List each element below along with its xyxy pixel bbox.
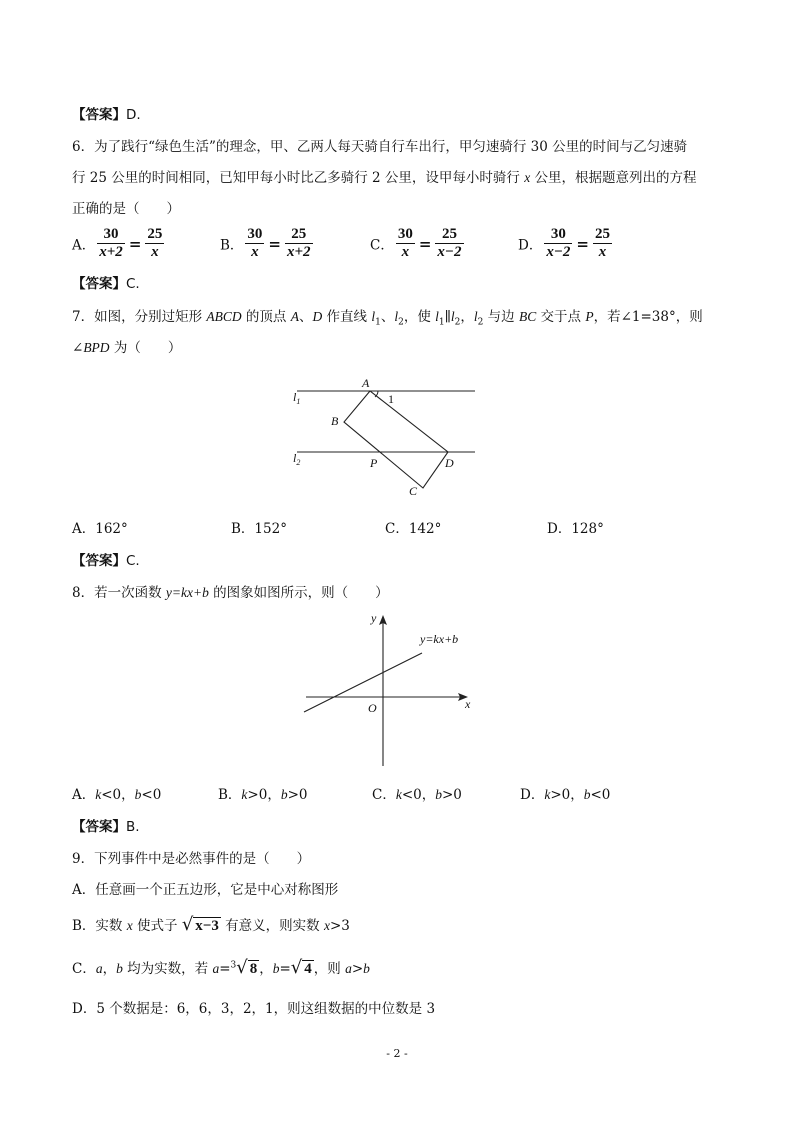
label-c: C xyxy=(409,484,418,498)
label-l1: $l_1$ xyxy=(293,390,301,406)
label-p: P xyxy=(370,456,378,470)
radicand: x−3 xyxy=(195,918,219,934)
text: = xyxy=(219,961,231,977)
radical-sign: √ xyxy=(290,957,303,978)
text: <0 xyxy=(590,787,611,803)
option-label: A． xyxy=(72,237,96,254)
cube-root-index: 3 xyxy=(230,960,237,971)
option-label: D． xyxy=(518,237,543,254)
q8-stem xyxy=(72,581,389,601)
q6-answer xyxy=(72,272,140,292)
option-label: B． xyxy=(220,237,244,254)
q7-option-a[interactable]: A．162° xyxy=(72,521,128,537)
numerator: 30 xyxy=(97,226,125,244)
q5-answer xyxy=(72,103,141,123)
numerator: 25 xyxy=(285,226,313,244)
radicand: 4 xyxy=(304,961,312,977)
var-b: b xyxy=(435,787,442,802)
sub: 2 xyxy=(398,317,404,328)
var: l xyxy=(435,309,439,324)
var: a xyxy=(345,961,352,976)
denominator: x xyxy=(598,244,607,260)
equals-sign: = xyxy=(576,234,589,253)
var: l xyxy=(450,309,455,324)
text: ，则 xyxy=(313,961,346,977)
text: 的图象如图所示，则（ ） xyxy=(208,585,389,601)
text: 使式子 xyxy=(132,918,182,934)
numerator: 25 xyxy=(435,226,463,244)
q7-figure xyxy=(285,370,485,500)
answer-value: B. xyxy=(126,819,140,835)
q6-option-a[interactable] xyxy=(72,226,166,261)
equals-sign: = xyxy=(128,234,142,253)
var-k: k xyxy=(95,787,102,802)
angle-1-arc xyxy=(375,391,378,397)
page-number: - 2 - xyxy=(386,1047,408,1060)
q6-option-d[interactable] xyxy=(518,226,614,261)
text: ，使 xyxy=(403,309,436,325)
text: 均为实数，若 xyxy=(122,961,213,977)
text: 行 25 公里的时间相同，已知甲每小时比乙多骑行 2 公里，设甲每小时骑行 xyxy=(72,170,525,186)
text: C． xyxy=(72,961,96,977)
q7-option-b[interactable]: B．152° xyxy=(231,521,287,537)
answer-label: 【答案】 xyxy=(72,276,126,292)
q8-option-b[interactable] xyxy=(218,783,307,803)
q6-stem-line3: 正确的是（ ） xyxy=(72,201,180,217)
denominator: x xyxy=(251,244,259,260)
text: 交于点 xyxy=(536,309,586,325)
text: > xyxy=(351,961,364,977)
var: x xyxy=(323,918,330,933)
sub: 2 xyxy=(477,317,484,328)
var: b xyxy=(116,961,123,976)
var: l xyxy=(473,309,478,324)
label-d: D xyxy=(445,456,454,470)
label-one: 1 xyxy=(388,392,394,406)
right-fraction xyxy=(145,226,164,261)
left-fraction xyxy=(544,226,572,261)
text: >3 xyxy=(329,918,350,934)
text: B．实数 xyxy=(72,918,127,934)
var: y=kx+b xyxy=(165,585,209,600)
q7-option-d[interactable]: D．128° xyxy=(547,521,604,537)
var-b: b xyxy=(280,787,288,802)
var: a xyxy=(212,961,220,976)
denominator: x xyxy=(401,244,410,260)
text: 作直线 xyxy=(322,309,372,325)
q7-stem-line1 xyxy=(72,305,703,328)
q8-option-a[interactable] xyxy=(72,783,161,803)
q8-answer xyxy=(72,815,140,835)
label-x: x xyxy=(465,697,471,711)
text: <0， xyxy=(401,787,436,803)
text: 7．如图，分别过矩形 xyxy=(72,309,207,325)
label-a: A xyxy=(362,376,370,390)
option-label: A． xyxy=(72,787,96,803)
q7-option-c[interactable]: C．142° xyxy=(385,521,442,537)
q6-stem-line2 xyxy=(72,166,697,186)
numerator: 25 xyxy=(147,226,163,242)
label-y: y xyxy=(371,611,377,625)
text: ， xyxy=(102,961,117,977)
q8-option-c[interactable] xyxy=(372,783,462,803)
function-line xyxy=(304,653,422,712)
var-k: k xyxy=(544,787,551,802)
text: >0， xyxy=(550,787,584,803)
radical-sign: √ xyxy=(181,914,194,935)
text: ， xyxy=(460,309,474,325)
equals-sign: = xyxy=(418,234,432,253)
numerator: 30 xyxy=(247,226,263,242)
answer-label: 【答案】 xyxy=(72,107,126,123)
denominator: x−2 xyxy=(437,244,462,260)
var: a xyxy=(95,961,103,976)
var: x xyxy=(126,918,133,933)
denominator: x−2 xyxy=(546,244,571,260)
answer-value: C. xyxy=(126,553,140,569)
text: >0 xyxy=(442,787,462,803)
denominator: x xyxy=(151,244,159,260)
var: l xyxy=(394,309,399,324)
text: 有意义，则实数 xyxy=(220,918,324,934)
numerator: 30 xyxy=(544,226,572,244)
right-fraction xyxy=(593,226,612,261)
answer-label: 【答案】 xyxy=(72,553,126,569)
answer-value: D. xyxy=(126,107,141,123)
q7-stem-line2 xyxy=(72,336,181,356)
label-l2: $l_2$ xyxy=(293,451,301,467)
denominator: x+2 xyxy=(287,244,311,260)
text: 、 xyxy=(298,309,313,325)
text: 8．若一次函数 xyxy=(72,585,166,601)
text: >0 xyxy=(287,787,308,803)
q8-option-d[interactable] xyxy=(520,783,610,803)
numerator: 25 xyxy=(595,226,610,242)
equals-sign: = xyxy=(268,234,281,253)
var: A xyxy=(290,309,299,324)
q8-figure xyxy=(298,608,483,768)
sub: 1 xyxy=(375,317,381,328)
text: >0， xyxy=(247,787,281,803)
answer-value: C. xyxy=(126,276,140,292)
text: ， xyxy=(259,961,273,977)
text: ∥ xyxy=(444,309,451,325)
q9-option-b[interactable] xyxy=(72,914,350,935)
right-fraction xyxy=(435,226,463,261)
var: l xyxy=(371,309,376,324)
var-b: b xyxy=(583,787,591,802)
option-label: C． xyxy=(370,237,394,254)
var-k: k xyxy=(241,787,248,802)
text: 公里，根据题意列出的方程 xyxy=(530,170,697,186)
q9-option-a[interactable]: A．任意画一个正五边形，它是中心对称图形 xyxy=(72,882,339,898)
var: b xyxy=(272,961,280,976)
rectangle-abcd xyxy=(344,391,448,488)
text: 、 xyxy=(380,309,395,325)
text: ，若∠1=38°，则 xyxy=(593,309,703,325)
sub: 1 xyxy=(438,317,445,328)
q9-stem: 9．下列事件中是必然事件的是（ ） xyxy=(72,851,311,867)
var: ABCD xyxy=(206,309,242,324)
text: = xyxy=(279,961,291,977)
text: <0， xyxy=(101,787,135,803)
radicand: 8 xyxy=(249,961,258,977)
option-label: D． xyxy=(520,787,545,803)
q6-option-c[interactable] xyxy=(370,226,466,261)
text: 的顶点 xyxy=(241,309,291,325)
left-fraction xyxy=(97,226,125,261)
label-origin: O xyxy=(368,701,377,715)
right-fraction xyxy=(285,226,313,261)
q6-option-b[interactable] xyxy=(220,226,315,261)
sub: 2 xyxy=(454,317,461,328)
label-b: B xyxy=(331,414,339,428)
option-label: C． xyxy=(372,787,396,803)
answer-label: 【答案】 xyxy=(72,819,126,835)
var: x xyxy=(524,170,531,185)
var: P xyxy=(585,309,594,324)
text: 与边 xyxy=(483,309,519,325)
var: D xyxy=(312,309,323,324)
q6-stem-line1: 6．为了践行“绿色生活”的理念，甲、乙两人每天骑自行车出行，甲匀速骑行 30 公里的时间与乙匀速骑 xyxy=(72,139,688,155)
q9-option-c[interactable] xyxy=(72,957,370,978)
text: ∠ xyxy=(72,340,84,356)
numerator: 30 xyxy=(397,226,413,242)
label-function: y=kx+b xyxy=(420,632,459,646)
q9-option-d[interactable]: D．5 个数据是：6，6，3，2，1，则这组数据的中位数是 3 xyxy=(72,1001,436,1017)
left-fraction xyxy=(396,226,415,261)
var-k: k xyxy=(395,787,402,802)
text: 为（ ） xyxy=(109,340,182,356)
text: <0 xyxy=(141,787,162,803)
option-label: B． xyxy=(218,787,242,803)
var: b xyxy=(363,961,370,976)
denominator: x+2 xyxy=(99,244,123,260)
var: BC xyxy=(518,309,537,324)
var: BPD xyxy=(83,340,110,355)
radical-sign: √ xyxy=(236,957,248,978)
left-fraction xyxy=(245,226,264,261)
var-b: b xyxy=(134,787,142,802)
q7-answer xyxy=(72,549,140,569)
